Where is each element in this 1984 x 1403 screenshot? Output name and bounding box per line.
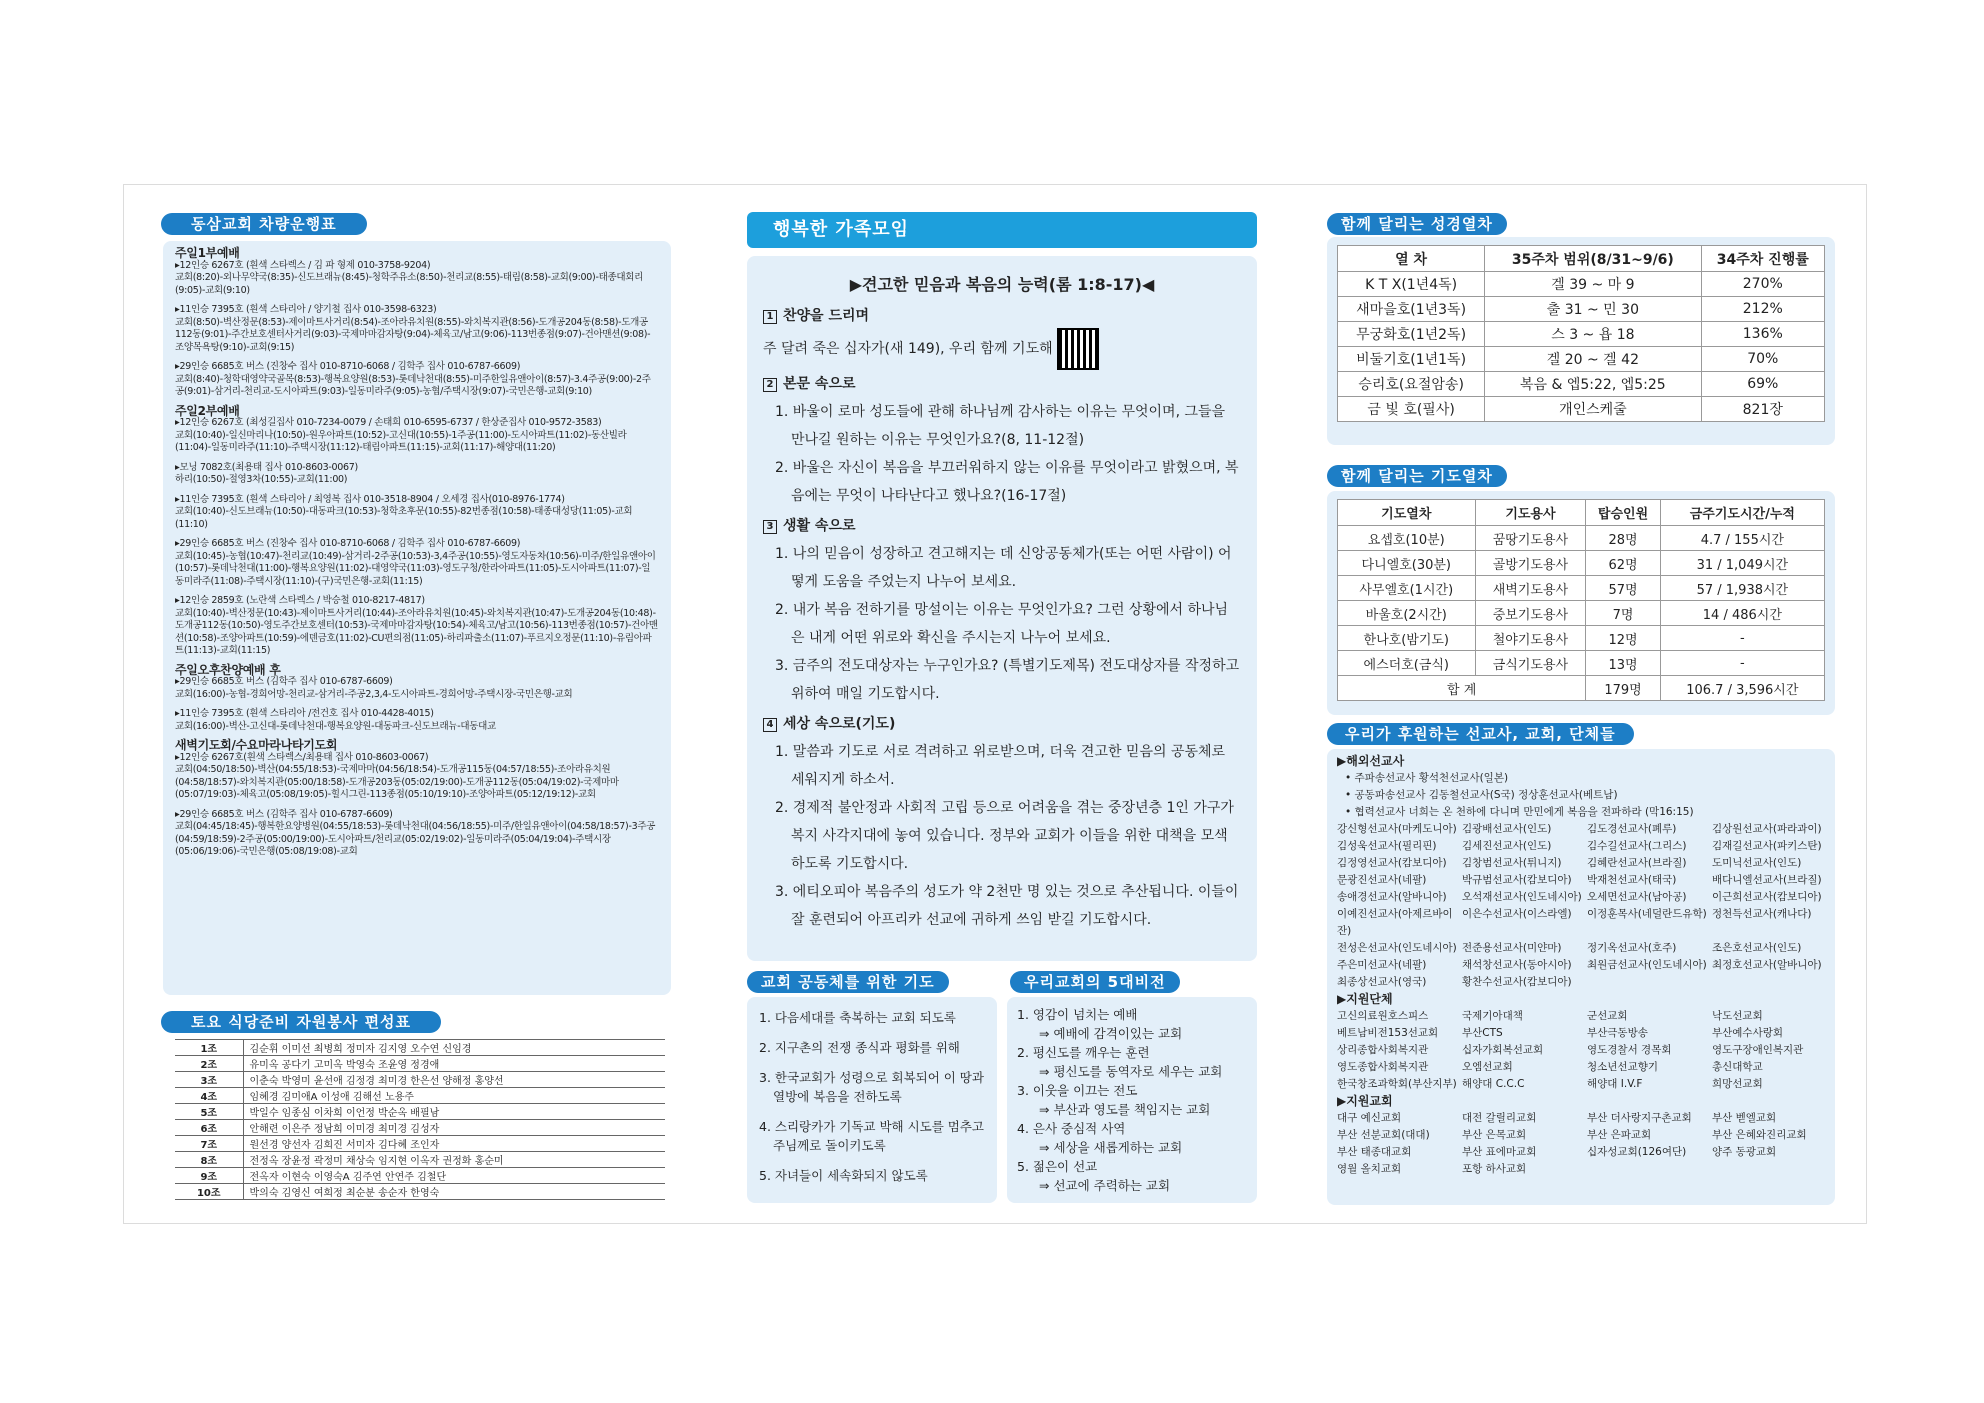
- org-item: 이은수선교사(이스라엘): [1462, 908, 1572, 920]
- org-item: 채석창선교사(동아시아): [1462, 959, 1572, 971]
- family-panel: [747, 256, 1257, 961]
- org-item: 국제기아대책: [1462, 1010, 1523, 1022]
- section-praise-heading: 1 찬양을 드리며: [763, 302, 1241, 330]
- org-item: 십자가회복선교회: [1462, 1044, 1544, 1056]
- volunteer-row: [175, 1136, 665, 1152]
- bible-cell: 스 3 ~ 욥 18: [1485, 322, 1701, 347]
- church-grid: [1337, 1110, 1825, 1178]
- bible-row: [1338, 372, 1825, 397]
- prayer-cell: -: [1660, 651, 1824, 676]
- bible-row: [1338, 272, 1825, 297]
- prayer-cell: 28명: [1586, 526, 1660, 551]
- bus-head: ▸29인승 6685호 버스 (진창수 집사 010-8710-6068 / 김학주 집사 010-6787-6609): [175, 361, 521, 372]
- org-item: 상리종합사회복지관: [1337, 1044, 1429, 1056]
- org-item: 부산 은목교회: [1462, 1129, 1527, 1141]
- volunteer-group: 5조: [175, 1104, 243, 1120]
- org-item: 김창범선교사(튀니지): [1462, 857, 1562, 869]
- org-item: 부산 선분교회(대대): [1337, 1129, 1430, 1141]
- org-item: 영월 올치교회: [1337, 1163, 1402, 1175]
- bible-panel: [1327, 237, 1835, 445]
- prayer-row: [1338, 526, 1825, 551]
- prayer-cell: 금식기도용사: [1475, 651, 1586, 676]
- vision-list: [1017, 1005, 1247, 1195]
- org-item: 김정영선교사(캄보디아): [1337, 857, 1447, 869]
- community-item: 3. 한국교회가 성령으로 회복되어 이 땅과 열방에 복음을 전하도록: [759, 1070, 984, 1104]
- support-heading: ▶지원단체: [1337, 992, 1393, 1006]
- bus-route: 하리(10:50)-절영3차(10:55)-교회(11:00): [175, 474, 348, 485]
- org-item: 부산예수사랑회: [1712, 1027, 1784, 1039]
- prayer-cell: -: [1660, 626, 1824, 651]
- right-column: [1327, 185, 1837, 1223]
- org-item: 부산 더사랑지구촌교회: [1587, 1112, 1692, 1124]
- bus-head: ▸11인승 7395호 (흰색 스타리아 / 양기철 집사 010-3598-6323): [175, 304, 437, 315]
- org-item: 오석재선교사(인도네시아): [1462, 891, 1582, 903]
- volunteer-group: 8조: [175, 1152, 243, 1168]
- org-item: 배다니엘선교사(브라질): [1712, 874, 1822, 886]
- volunteer-members: 이춘숙 박영미 윤선애 김정경 최미경 한은선 양해정 홍양선: [243, 1072, 665, 1088]
- family-item: 1. 바울이 로마 성도들에 관해 하나님께 감사하는 이유는 무엇이며, 그들을 만나길 원하는 이유는 무엇인가요?(8, 11-12절): [775, 404, 1226, 448]
- org-item: 한국창조과학회(부산지부): [1337, 1078, 1457, 1090]
- bus-route: 교회(8:50)-벽산정문(8:53)-제이마트사거리(8:54)-조아라유치원(8:55)-와치복지관(8:56)-도개공204동(8:58)-도개공112동(9:01)-주간보호센터사거리(9:03)-국제마마감자탕(9:04)-체육고/남고(9:06)-113번종점(9:07)-건아맨션(9:08)-조양목욕탕(9:10)-교회(9:15): [175, 316, 651, 353]
- prayer-cell: 새벽기도용사: [1475, 576, 1586, 601]
- volunteer-members: 박의숙 김영신 여희정 최순분 송순자 한영숙: [243, 1184, 665, 1200]
- bible-cell: 겔 39 ~ 마 9: [1485, 272, 1701, 297]
- bible-cell: 212%: [1701, 297, 1824, 322]
- volunteer-members: 전옥자 이현숙 이영숙A 김주연 안연주 김철단: [243, 1168, 665, 1184]
- praise-row: [763, 330, 1241, 368]
- org-item: 최정호선교사(알바니아): [1712, 959, 1822, 971]
- bus-head: ▸12인승 6267호 (최성길집사 010-7234-0079 / 손태희 010-6595-6737 / 한상준집사 010-9572-3583): [175, 417, 602, 428]
- family-item: 3. 금주의 전도대상자는 누구인가요? (특별기도제목) 전도대상자를 작정하고 위하여 매일 기도합시다.: [775, 658, 1240, 702]
- org-item: 도미닉선교사(인도): [1712, 857, 1802, 869]
- org-item: 부산 태종대교회: [1337, 1146, 1412, 1158]
- bulletin-sheet: [123, 184, 1867, 1224]
- volunteer-group: 9조: [175, 1168, 243, 1184]
- volunteer-group: 1조: [175, 1040, 243, 1056]
- volunteer-row: [175, 1152, 665, 1168]
- prayer-cell: 14 / 486시간: [1660, 601, 1824, 626]
- bible-cell: 금 빛 호(필사): [1338, 397, 1485, 422]
- prayer-header: 기도용사: [1475, 500, 1586, 526]
- prayer-cell: 요셉호(10분): [1338, 526, 1476, 551]
- left-column: [161, 185, 671, 1223]
- bus-head: ▸12인승 6267호 (흰색 스타렉스 / 김 파 형제 010-3758-9204): [175, 259, 431, 271]
- bible-cell: 무궁화호(1년2독): [1338, 322, 1485, 347]
- prayer-total-label: 합 계: [1338, 676, 1586, 701]
- vision-panel: [1007, 997, 1257, 1203]
- partner-missionaries: • 협력선교사 너희는 온 천하에 다니며 만민에게 복음을 전파하라 (막16:15): [1345, 806, 1694, 818]
- org-item: 김광배선교사(인도): [1462, 823, 1552, 835]
- prayer-cell: 중보기도용사: [1475, 601, 1586, 626]
- org-item: 부산CTS: [1462, 1027, 1503, 1039]
- bible-cell: 270%: [1701, 272, 1824, 297]
- prayer-cell: 4.7 / 155시간: [1660, 526, 1824, 551]
- prayer-cell: 사무엘호(1시간): [1338, 576, 1476, 601]
- community-title: 교회 공동체를 위한 기도: [747, 971, 949, 993]
- bible-cell: 69%: [1701, 372, 1824, 397]
- church-heading: ▶지원교회: [1337, 1094, 1393, 1108]
- org-item: 최종상선교사(영국): [1337, 976, 1427, 988]
- org-item: 베트남비전153선교회: [1337, 1027, 1439, 1039]
- bus-route: 교회(04:50/18:50)-벽산(04:55/18:53)-국제마마(04:56/18:54)-도개공115동(04:57/18:55)-조아라유치원(04:58/18:57)-와치복지관(05:00/18:58)-도개공203동(05:02/19:00)-도개공112동(05:04/19:02)-국제마마(05:07/19:03)-체육고(05:08/19:05)-힐시그린-113종점(05:10/19:10)-조양아파트(05:12/19:12)-교회: [175, 764, 619, 800]
- qr-code-icon[interactable]: [1059, 330, 1097, 368]
- org-item: 정천득선교사(캐나다): [1712, 908, 1812, 920]
- family-item: 1. 말씀과 기도로 서로 격려하고 위로받으며, 더욱 견고한 믿음의 공동체로 세워지게 하소서.: [775, 744, 1226, 788]
- text-questions: [763, 398, 1241, 510]
- co-missionaries: • 공동파송선교사 김동철선교사(S국) 정상훈선교사(베트남): [1345, 789, 1618, 801]
- section-service-2: 주일2부예배: [175, 403, 240, 418]
- org-item: 양주 동광교회: [1712, 1146, 1777, 1158]
- middle-column: [747, 185, 1257, 1223]
- vision-item: 4. 은사 중심적 사역: [1017, 1121, 1126, 1136]
- family-item: 2. 바울은 자신이 복음을 부끄러워하지 않는 이유를 무엇이라고 밝혔으며, 복음에는 무엇이 나타난다고 했나요?(16-17절): [775, 460, 1239, 504]
- community-list: [751, 1005, 993, 1193]
- community-item: 5. 자녀들이 세속화되지 않도록: [759, 1168, 928, 1183]
- bible-table: [1337, 245, 1825, 422]
- org-item: 대구 예신교회: [1337, 1112, 1402, 1124]
- family-item: 1. 나의 믿음이 성장하고 견고해지는 데 신앙공동체가(또는 어떤 사람이) 어떻게 도움을 주었는지 나누어 보세요.: [775, 546, 1232, 590]
- prayer-title: 함께 달리는 기도열차: [1327, 465, 1507, 487]
- org-item: 전성은선교사(인도네시아): [1337, 942, 1457, 954]
- volunteer-table-wrap: [175, 1039, 665, 1200]
- org-item: 부산 은파교회: [1587, 1129, 1652, 1141]
- prayer-header: 기도열차: [1338, 500, 1476, 526]
- bus-head: ▸11인승 7395호 (흰색 스타리아 /전건호 집사 010-4428-4015): [175, 708, 434, 719]
- section-world-heading: 4 세상 속으로(기도): [763, 710, 1241, 738]
- family-item: 2. 경제적 불안정과 사회적 고립 등으로 어려움을 겪는 중장년층 1인 가구가 복지 사각지대에 놓여 있습니다. 정부와 교회가 이들을 위한 대책을 모색하도록 기도합시다.: [775, 800, 1234, 872]
- prayer-cell: 62명: [1586, 551, 1660, 576]
- volunteer-members: 임혜경 김미애A 이성애 김해선 노용주: [243, 1088, 665, 1104]
- volunteer-members: 박일수 임종심 이차희 이언정 박순옥 배필남: [243, 1104, 665, 1120]
- org-item: [1712, 1161, 1837, 1178]
- prayer-row: [1338, 626, 1825, 651]
- prayer-cell: 바울호(2시간): [1338, 601, 1476, 626]
- org-item: 김세진선교사(인도): [1462, 840, 1552, 852]
- vehicle-title: 동삼교회 차량운행표: [161, 213, 367, 235]
- prayer-row: [1338, 551, 1825, 576]
- community-item: 4. 스리랑카가 기독교 박해 시도를 멈추고 주님께로 돌이키도록: [759, 1119, 984, 1153]
- org-item: 청소년선교향기: [1587, 1061, 1659, 1073]
- vision-detail: ⇒ 선교에 주력하는 교회: [1039, 1178, 1171, 1193]
- org-item: 문광진선교사(네팔): [1337, 874, 1427, 886]
- bible-row: [1338, 397, 1825, 422]
- bible-cell: 복음 & 엡5:22, 엡5:25: [1485, 372, 1701, 397]
- volunteer-group: 10조: [175, 1184, 243, 1200]
- prayer-table: [1337, 499, 1825, 701]
- volunteer-members: 유미옥 공다기 고미옥 박영숙 조윤영 정경애: [243, 1056, 665, 1072]
- org-item: 김도경선교사(폐루): [1587, 823, 1677, 835]
- volunteer-title: 토요 식당준비 자원봉사 편성표: [161, 1011, 441, 1033]
- org-item: 총신대학교: [1712, 1061, 1763, 1073]
- volunteer-members: 원선경 양선자 김희진 서미자 김다혜 조인자: [243, 1136, 665, 1152]
- org-item: 김재길선교사(파키스탄): [1712, 840, 1822, 852]
- bus-route: 교회(10:40)-일신마리나(10:50)-원우아파트(10:52)-고신대(10:55)-1주공(11:00)-도시아파트(11:02)-동산빌라(11:04)-일동미라주(11:10)-주택시장(11:12)-태림아파트(11:15)-교회(11:17)-해양대(11:20): [175, 429, 627, 453]
- vision-item: 2. 평신도를 깨우는 훈련: [1017, 1045, 1150, 1060]
- org-item: 군선교회: [1587, 1010, 1628, 1022]
- mission-title: 우리가 후원하는 선교사, 교회, 단체들: [1327, 723, 1634, 745]
- org-item: 주은미선교사(네팔): [1337, 959, 1427, 971]
- org-item: 낙도선교회: [1712, 1010, 1763, 1022]
- org-item: 해양대 I.V.F: [1587, 1078, 1643, 1090]
- prayer-cell: 13명: [1586, 651, 1660, 676]
- prayer-total-row: [1338, 676, 1825, 701]
- vision-detail: ⇒ 세상을 새롭게하는 교회: [1039, 1140, 1183, 1155]
- family-subtitle: ▶견고한 믿음과 복음의 능력(롬 1:8-17)◀: [849, 275, 1155, 294]
- section-text-heading: 2 본문 속으로: [763, 370, 1241, 398]
- org-item: 강신형선교사(마케도니아): [1337, 823, 1457, 835]
- org-item: 오엠선교회: [1462, 1061, 1513, 1073]
- prayer-header: 탑승인원: [1586, 500, 1660, 526]
- vehicle-schedule: [175, 247, 659, 859]
- bible-cell: 70%: [1701, 347, 1824, 372]
- volunteer-group: 6조: [175, 1120, 243, 1136]
- volunteer-group: 2조: [175, 1056, 243, 1072]
- volunteer-group: 4조: [175, 1088, 243, 1104]
- org-item: 황찬수선교사(캄보디아): [1462, 976, 1572, 988]
- volunteer-row: [175, 1120, 665, 1136]
- missionary-grid: [1337, 821, 1825, 991]
- prayer-header: 금주기도시간/누적: [1660, 500, 1824, 526]
- org-item: 부산극동방송: [1587, 1027, 1648, 1039]
- section-service-1: 주일1부예배: [175, 246, 240, 260]
- prayer-cell: 12명: [1586, 626, 1660, 651]
- volunteer-members: 안해련 이은주 정남희 이미경 최미경 김성자: [243, 1120, 665, 1136]
- volunteer-row: [175, 1104, 665, 1120]
- volunteer-members: 김순휘 이미선 최병희 정미자 김지영 오수연 신임경: [243, 1040, 665, 1056]
- org-item: 이정훈목사(네덜란드유학): [1587, 908, 1707, 920]
- org-item: 이예진선교사(아제르바이잔): [1337, 908, 1453, 937]
- section-life-heading: 3 생활 속으로: [763, 512, 1241, 540]
- bible-cell: 136%: [1701, 322, 1824, 347]
- bus-head: ▸29인승 6685호 버스 (김학주 집사 010-6787-6609): [175, 676, 393, 687]
- org-item: 이근희선교사(캄보디아): [1712, 891, 1822, 903]
- community-panel: [747, 997, 997, 1203]
- org-item: 김성욱선교사(필리핀): [1337, 840, 1437, 852]
- bus-head: ▸12인승 2859호 (노란색 스타렉스 / 박승철 010-8217-4817): [175, 595, 425, 606]
- org-item: 대전 갈릴리교회: [1462, 1112, 1537, 1124]
- bible-row: [1338, 347, 1825, 372]
- volunteer-row: [175, 1088, 665, 1104]
- volunteer-row: [175, 1168, 665, 1184]
- bus-head: ▸12인승 6267호(흰색 스타렉스/최용태 집사 010-8603-0067): [175, 751, 429, 763]
- org-item: 희망선교회: [1712, 1078, 1763, 1090]
- bible-header: 35주차 범위(8/31~9/6): [1485, 246, 1701, 272]
- bible-cell: 새마을호(1년3독): [1338, 297, 1485, 322]
- prayer-total-time: 106.7 / 3,596시간: [1660, 676, 1824, 701]
- prayer-cell: 한나호(밤기도): [1338, 626, 1476, 651]
- org-item: 김수길선교사(그리스): [1587, 840, 1687, 852]
- prayer-cell: 7명: [1586, 601, 1660, 626]
- org-item: 포항 하사교회: [1462, 1163, 1527, 1175]
- bible-cell: 승리호(요절암송): [1338, 372, 1485, 397]
- org-item: 김상원선교사(파라과이): [1712, 823, 1822, 835]
- org-item: 고신의료원호스피스: [1337, 1010, 1429, 1022]
- community-item: 1. 다음세대를 축복하는 교회 되도록: [759, 1010, 956, 1025]
- primary-missionary: • 주파송선교사 황석천선교사(일본): [1345, 772, 1509, 784]
- bus-route: 교회(16:00)-벽산-고신대-롯데낙천대-행복요양원-대동파크-신도브래뉴-대동대교: [175, 720, 496, 732]
- prayer-cell: 57명: [1586, 576, 1660, 601]
- bible-header: 열 차: [1338, 246, 1485, 272]
- prayer-cell: 에스더호(금식): [1338, 651, 1476, 676]
- org-item: 십자성교회(126여단): [1587, 1146, 1687, 1158]
- family-item: 2. 내가 복음 전하기를 망설이는 이유는 무엇인가요? 그런 상황에서 하나님은 내게 어떤 위로와 확신을 주시는지 나누어 보세요.: [775, 602, 1229, 646]
- bus-route: 교회(8:20)-외나무약국(8:35)-신도브래뉴(8:45)-청학주유소(8:50)-천리교(8:55)-태림(8:58)-교회(9:00)-태종대회리(9:05)-교회(9:10): [175, 272, 643, 296]
- bus-head: ▸11인승 7395호 (흰색 스타리아 / 최영복 집사 010-3518-8904 / 오세경 집사(010-8976-1774): [175, 493, 565, 505]
- org-item: [1587, 1161, 1712, 1178]
- vision-detail: ⇒ 예배에 감격이있는 교회: [1039, 1026, 1183, 1041]
- prayer-cell: 57 / 1,938시간: [1660, 576, 1824, 601]
- section-afternoon: 주일오후찬양예배 후: [175, 662, 281, 677]
- bus-route: 교회(16:00)-농협-경희어망-천리교-삼거리-주공2,3,4-도시아파트-경희어망-주택시장-국민은행-교회: [175, 688, 573, 700]
- overseas-heading: ▶해외선교사: [1337, 754, 1405, 768]
- org-item: 오세면선교사(남아공): [1587, 891, 1687, 903]
- org-item: 김혜란선교사(브라질): [1587, 857, 1687, 869]
- bus-head: ▸29인승 6685호 버스 (진창수 집사 010-8710-6068 / 김학주 집사 010-6787-6609): [175, 538, 521, 549]
- org-item: [1587, 974, 1712, 991]
- vision-detail: ⇒ 평신도를 동역자로 세우는 교회: [1039, 1064, 1223, 1079]
- prayer-panel: [1327, 491, 1835, 715]
- prayer-total-count: 179명: [1586, 676, 1660, 701]
- bus-head: ▸모닝 7082호(최용태 집사 010-8603-0067): [175, 461, 358, 473]
- volunteer-group: 7조: [175, 1136, 243, 1152]
- bible-cell: 개인스케줄: [1485, 397, 1701, 422]
- bus-route: 교회(04:45/18:45)-행복한요양병원(04:55/18:53)-롯데낙천대(04:56/18:55)-미주/한일유앤아이(04:58/18:57)-3주공(04:59/18:59)-2주공(05:00/19:00)-도시아파트/천리교(05:02/19:02)-일동미라주(05:04/19:04)-주택시장(05:06/19:06)-국민은행(05:08/19:08)-교회: [175, 821, 656, 857]
- life-questions: [763, 540, 1241, 708]
- vision-title: 우리교회의 5대비전: [1010, 971, 1180, 993]
- org-item: 박재천선교사(태국): [1587, 874, 1677, 886]
- bus-head: ▸29인승 6685호 버스 (김학주 집사 010-6787-6609): [175, 808, 393, 820]
- bible-cell: 821장: [1701, 397, 1824, 422]
- volunteer-row: [175, 1184, 665, 1200]
- org-item: 부산 은혜와진리교회: [1712, 1129, 1807, 1141]
- prayer-row: [1338, 601, 1825, 626]
- prayer-cell: 꿈땅기도용사: [1475, 526, 1586, 551]
- volunteer-members: 전정옥 장윤정 곽정미 채상숙 임지현 이옥자 권정화 홍순미: [243, 1152, 665, 1168]
- volunteer-row: [175, 1056, 665, 1072]
- prayer-cell: 철야기도용사: [1475, 626, 1586, 651]
- vision-detail: ⇒ 부산과 영도를 책임지는 교회: [1039, 1102, 1211, 1117]
- family-title: 행복한 가족모임: [747, 212, 1257, 248]
- community-item: 2. 지구촌의 전쟁 종식과 평화를 위해: [759, 1040, 960, 1055]
- vision-item: 3. 이웃을 이끄는 전도: [1017, 1083, 1138, 1098]
- org-item: 조은호선교사(인도): [1712, 942, 1802, 954]
- family-item: 3. 에티오피아 복음주의 성도가 약 2천만 명 있는 것으로 추산됩니다. 이들이 잘 훈련되어 아프리카 선교에 귀하게 쓰임 받길 기도합시다.: [775, 884, 1239, 928]
- org-item: 영도구장애인복지관: [1712, 1044, 1804, 1056]
- support-grid: [1337, 1008, 1825, 1093]
- org-item: 정기옥선교사(호주): [1587, 942, 1677, 954]
- bus-route: 교회(10:40)-신도브래뉴(10:50)-대동파크(10:53)-청학초후문(10:55)-82번종점(10:58)-태종대성당(11:05)-교회(11:10): [175, 506, 633, 530]
- org-item: 부산 표에마교회: [1462, 1146, 1537, 1158]
- prayer-cell: 다니엘호(30분): [1338, 551, 1476, 576]
- vision-item: 5. 젊은이 선교: [1017, 1159, 1098, 1174]
- vehicle-panel: [163, 241, 671, 995]
- mission-panel: [1327, 749, 1835, 1205]
- bus-route: 교회(10:40)-벽산정문(10:43)-제이마트사거리(10:44)-조아라유치원(10:45)-와치복지관(10:47)-도개공204동(10:48)-도개공112동(10:50)-영도주간보호센터(10:53)-국제마마감자탕(10:54)-체육고/남고(10:56)-113번종점(10:57)-건아맨션(10:58)-조양아파트(10:59)-에덴금호(11:02)-CU편의점(11:05)-하리파출소(11:07)-푸르지오정문(11:10)-유림아파트(11:13)-교회(11:15): [175, 607, 658, 656]
- prayer-cell: 31 / 1,049시간: [1660, 551, 1824, 576]
- vision-item: 1. 영감이 넘치는 예배: [1017, 1007, 1138, 1022]
- praise-text: 주 달려 죽은 십자가(새 149), 우리 함께 기도해: [763, 341, 1053, 357]
- org-item: 송애경선교사(알바니아): [1337, 891, 1447, 903]
- bus-route: 교회(10:45)-농협(10:47)-천리교(10:49)-삼거리-2주공(10:53)-3,4주공(10:55)-영도자동차(10:56)-미주/한일유앤아이(10:57)-롯데낙천대(11:00)-행복요양원(11:02)-대영약국(11:03)-영도구청/한라아파트(11:05)-도시아파트(11:07)-일동미라주(11:08)-주택시장(11:10)-(구)국민은행-교회(11:15): [175, 550, 656, 587]
- bible-header: 34주차 진행률: [1701, 246, 1824, 272]
- bible-cell: 출 31 ~ 민 30: [1485, 297, 1701, 322]
- prayer-row: [1338, 576, 1825, 601]
- volunteer-row: [175, 1072, 665, 1088]
- prayer-row: [1338, 651, 1825, 676]
- bible-cell: 비둘기호(1년1독): [1338, 347, 1485, 372]
- section-dawn: 새벽기도회/수요마라나타기도회: [175, 738, 338, 752]
- org-item: 영도종합사회복지관: [1337, 1061, 1429, 1073]
- bible-cell: K T X(1년4독): [1338, 272, 1485, 297]
- org-item: 부산 벧엘교회: [1712, 1112, 1777, 1124]
- org-item: 박규범선교사(캄보디아): [1462, 874, 1572, 886]
- volunteer-table: [175, 1040, 665, 1200]
- bible-row: [1338, 322, 1825, 347]
- org-item: 전준용선교사(미얀마): [1462, 942, 1562, 954]
- volunteer-row: [175, 1040, 665, 1056]
- bible-row: [1338, 297, 1825, 322]
- org-item: 영도경찰서 경목회: [1587, 1044, 1672, 1056]
- prayer-cell: 골방기도용사: [1475, 551, 1586, 576]
- world-prayers: [763, 738, 1241, 934]
- org-item: 해양대 C.C.C: [1462, 1078, 1525, 1090]
- bible-cell: 겔 20 ~ 겔 42: [1485, 347, 1701, 372]
- bible-title: 함께 달리는 성경열차: [1327, 213, 1507, 235]
- org-item: 최원금선교사(인도네시아): [1587, 959, 1707, 971]
- org-item: [1712, 974, 1837, 991]
- bus-route: 교회(8:40)-청학대영약국골목(8:53)-행복요양원(8:53)-롯데낙천대(8:55)-미주한일유앤아이(8:57)-3.4주공(9:00)-2주공(9:01)-삼거리-천리교-도시아파트(9:03)-일동미라주(9:05)-농협/주택시장(9:07)-국민은행-교회(9:10): [175, 373, 651, 397]
- volunteer-group: 3조: [175, 1072, 243, 1088]
